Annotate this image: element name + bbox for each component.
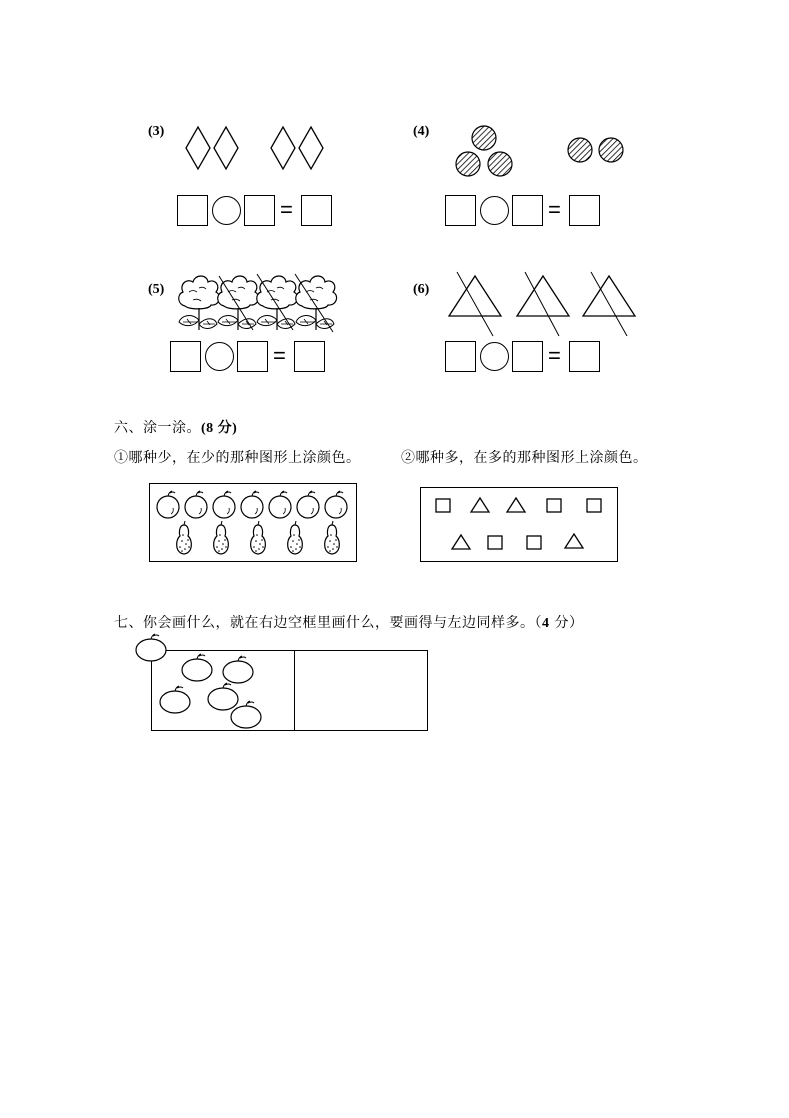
answer-box-4b[interactable]: [512, 195, 543, 226]
equals-sign: =: [548, 343, 561, 368]
fruit-panel-drawing: [149, 483, 357, 562]
diamond-icon: [299, 127, 323, 169]
section-6-points: (8 分): [201, 421, 238, 436]
triangle-icon: [471, 498, 489, 512]
drawing-answer-box[interactable]: [294, 650, 428, 731]
answer-box-3c[interactable]: [301, 195, 332, 226]
diamond-icon: [214, 127, 238, 169]
square-icon: [587, 499, 601, 512]
answer-box-6c[interactable]: [569, 341, 600, 372]
triangle-icon: [583, 276, 635, 316]
problem-3-label: (3): [148, 124, 165, 139]
hatched-circle-icon: [568, 138, 592, 162]
diamond-icons-group: [183, 125, 343, 175]
answer-box-5b[interactable]: [237, 341, 268, 372]
operator-circle-4[interactable]: [480, 196, 509, 225]
pear-icon: [177, 521, 192, 554]
flowers-group: [175, 270, 335, 335]
answer-box-5c[interactable]: [294, 341, 325, 372]
triangle-icon: [507, 498, 525, 512]
triangle-icon: [565, 534, 583, 548]
problem-4-label: (4): [413, 124, 430, 139]
section-7-points: 4: [542, 616, 550, 631]
hatched-circle-icon: [472, 126, 496, 150]
triangle-icon: [452, 535, 470, 549]
triangle-icon: [449, 276, 501, 316]
section-6-title: [114, 417, 237, 437]
answer-box-6a[interactable]: [445, 341, 476, 372]
answer-box-4c[interactable]: [569, 195, 600, 226]
apple-model-drawing: [151, 650, 295, 731]
apple-icon: [157, 491, 179, 518]
diamond-icon: [186, 127, 210, 169]
triangles-group: [445, 270, 645, 340]
operator-circle-5[interactable]: [205, 342, 234, 371]
diamond-icon: [271, 127, 295, 169]
operator-circle-6[interactable]: [480, 342, 509, 371]
shape-panel-drawing: [420, 487, 618, 562]
flower-icon: [179, 276, 220, 330]
section-6-instruction-2: ②哪种多，在多的那种图形上涂颜色。: [401, 450, 648, 466]
strike-line: [457, 272, 493, 336]
section-6-title-text: 六、涂一涂。: [114, 420, 201, 436]
hatched-circle-icon: [599, 138, 623, 162]
answer-box-6b[interactable]: [512, 341, 543, 372]
answer-box-5a[interactable]: [170, 341, 201, 372]
section-6-instruction-1: ①哪种少，在少的那种图形上涂颜色。: [114, 450, 361, 466]
hatched-circle-icon: [456, 152, 480, 176]
hatched-circle-icon: [488, 152, 512, 176]
apple-icon: [136, 634, 166, 661]
answer-box-3a[interactable]: [177, 195, 208, 226]
equals-sign: =: [548, 197, 561, 222]
operator-circle-3[interactable]: [212, 196, 241, 225]
square-icon: [547, 499, 561, 512]
square-icon: [527, 536, 541, 549]
equals-sign: =: [273, 343, 286, 368]
section-7-title-suffix: 分）: [549, 615, 584, 631]
strike-line: [591, 272, 627, 336]
problem-5-label: (5): [148, 282, 165, 297]
problem-6-label: (6): [413, 282, 430, 297]
answer-box-3b[interactable]: [244, 195, 275, 226]
strike-line: [525, 272, 559, 336]
equals-sign: =: [280, 197, 293, 222]
square-icon: [488, 536, 502, 549]
hatched-circles-group: [450, 120, 630, 180]
section-7-title: [114, 612, 583, 632]
section-7-title-text: 七、你会画什么，就在右边空框里画什么，要画得与左边同样多。（: [114, 615, 542, 631]
answer-box-4a[interactable]: [445, 195, 476, 226]
triangle-icon: [517, 276, 569, 316]
square-icon: [436, 499, 450, 512]
